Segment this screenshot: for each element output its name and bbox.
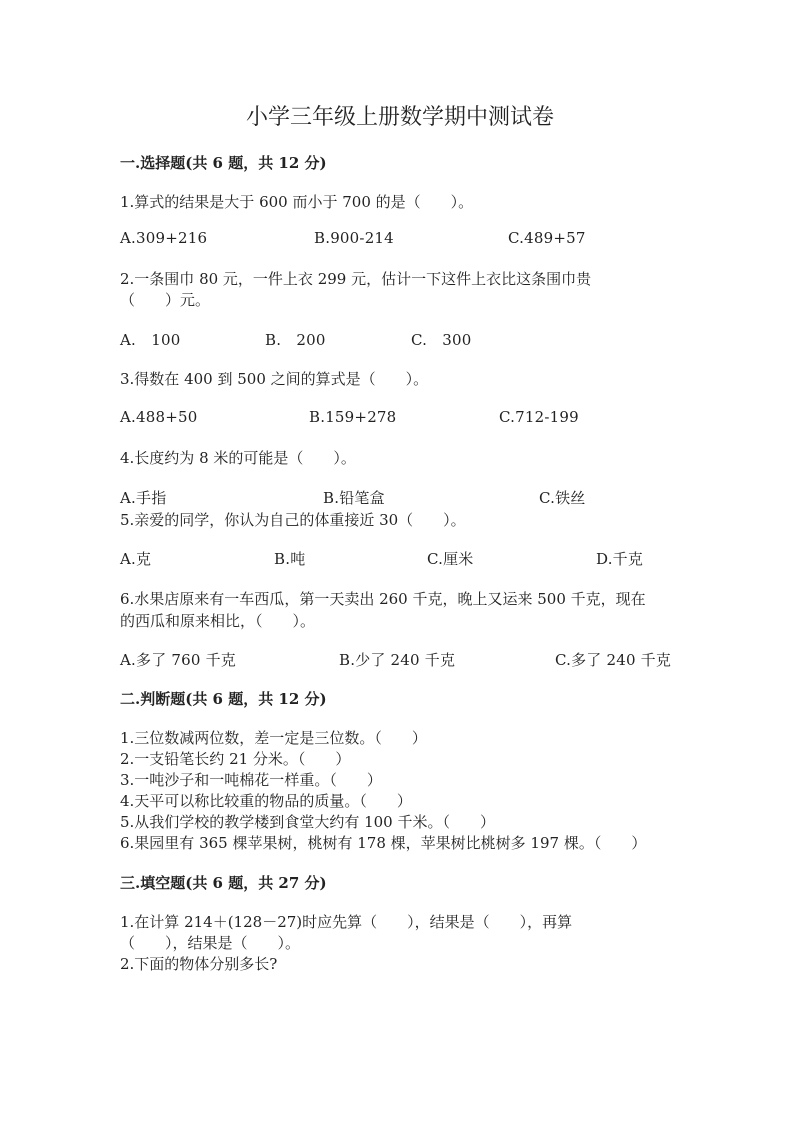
judge-item: 2.一支铅笔长约 21 分米。（ ）: [120, 750, 351, 768]
option-b: B.900-214: [314, 229, 394, 247]
question-stem: 6.水果店原来有一车西瓜，第一天卖出 260 千克，晚上又运来 500 千克，现在: [120, 590, 646, 608]
fill-item: 1.在计算 214＋(128－27)时应先算（ ），结果是（ ），再算: [120, 913, 573, 931]
option-a: A.309+216: [120, 229, 208, 247]
option-c: C.厘米: [427, 550, 474, 568]
option-c: C.712-199: [499, 408, 579, 426]
judge-item: 6.果园里有 365 棵苹果树，桃树有 178 棵，苹果树比桃树多 197 棵。（ ）: [120, 834, 647, 852]
fill-item-cont: （ ），结果是（ ）。: [120, 934, 301, 952]
question-stem: 2.一条围巾 80 元，一件上衣 299 元，估计一下这件上衣比这条围巾贵: [120, 270, 592, 288]
question-stem: 1.算式的结果是大于 600 而小于 700 的是（ ）。: [120, 193, 474, 211]
option-b: B.少了 240 千克: [339, 651, 456, 669]
option-b: B.铅笔盒: [323, 489, 385, 507]
option-c: C.489+57: [508, 229, 586, 247]
option-b: B.159+278: [309, 408, 397, 426]
option-c: C. 300: [411, 331, 472, 349]
option-b: B.吨: [274, 550, 306, 568]
judge-item: 5.从我们学校的教学楼到食堂大约有 100 千米。（ ）: [120, 813, 495, 831]
option-a: A.488+50: [120, 408, 198, 426]
question-stem-cont: （ ）元。: [120, 291, 211, 309]
option-c: C.铁丝: [539, 489, 586, 507]
judge-item: 3.一吨沙子和一吨棉花一样重。（ ）: [120, 771, 382, 789]
question-stem-cont: 的西瓜和原来相比，（ ）。: [120, 612, 316, 630]
question-stem: 3.得数在 400 到 500 之间的算式是（ ）。: [120, 370, 429, 388]
page-title: 小学三年级上册数学期中测试卷: [245, 105, 554, 130]
judge-item: 4.天平可以称比较重的物品的质量。（ ）: [120, 792, 412, 810]
option-c: C.多了 240 千克: [555, 651, 672, 669]
option-a: A.多了 760 千克: [120, 651, 236, 669]
question-stem: 4.长度约为 8 米的可能是（ ）。: [120, 449, 356, 467]
option-a: A. 100: [120, 331, 181, 349]
section-heading-fill: 三.填空题(共 6 题，共 27 分): [120, 874, 327, 892]
section-heading-judge: 二.判断题(共 6 题，共 12 分): [120, 690, 327, 708]
section-heading-choice: 一.选择题(共 6 题，共 12 分): [120, 154, 327, 172]
option-d: D.千克: [596, 550, 644, 568]
fill-item: 2.下面的物体分别多长?: [120, 955, 278, 973]
option-a: A.克: [120, 550, 152, 568]
option-b: B. 200: [265, 331, 326, 349]
judge-item: 1.三位数减两位数，差一定是三位数。（ ）: [120, 729, 427, 747]
question-stem: 5.亲爱的同学，你认为自己的体重接近 30（ ）。: [120, 511, 466, 529]
option-a: A.手指: [120, 489, 167, 507]
